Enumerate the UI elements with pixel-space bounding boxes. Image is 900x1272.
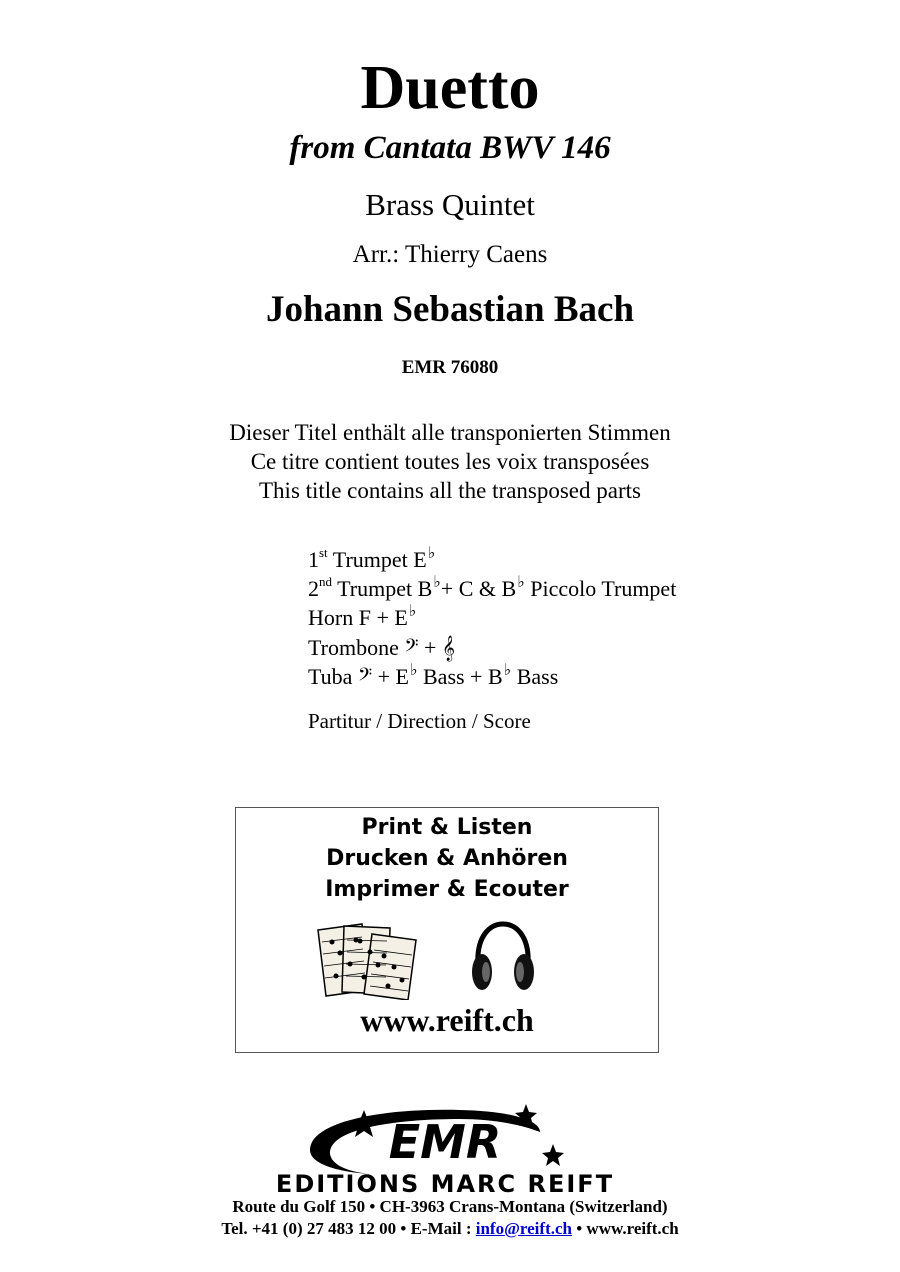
- part-label: Tuba: [308, 664, 358, 689]
- part-label: + E: [372, 664, 409, 689]
- part-tuba: [308, 663, 558, 694]
- treble-clef-icon: 𝄞: [441, 636, 455, 661]
- note-line-de: Dieser Titel enthält alle transponierten Stimmen: [229, 420, 671, 445]
- promo-url: www.reift.ch: [360, 1002, 534, 1038]
- part-number: 2: [308, 576, 319, 601]
- composer: Johann Sebastian Bach: [265, 289, 635, 330]
- ordinal-suffix: nd: [319, 573, 332, 589]
- part-label: + C & B: [440, 576, 517, 601]
- catalog-number: EMR 76080: [401, 357, 499, 378]
- flat-symbol: ♭: [517, 574, 525, 591]
- arranger: Arr.: Thierry Caens: [352, 241, 548, 268]
- part-trombone: [308, 634, 455, 663]
- promo-line: Imprimer & Ecouter: [325, 877, 569, 902]
- publisher-address: Route du Golf 150 • CH-3963 Crans-Montana (Switzerland): [232, 1197, 668, 1216]
- publisher-contact: [0, 1219, 900, 1239]
- sheet-music-icon: [314, 920, 424, 1000]
- website-text: • www.reift.ch: [571, 1219, 679, 1238]
- print-listen-box: [235, 807, 659, 1053]
- part-label: Trumpet E: [327, 547, 427, 572]
- ensemble: Brass Quintet: [365, 187, 535, 222]
- promo-line: Print & Listen: [361, 815, 533, 840]
- flat-symbol: ♭: [503, 662, 512, 679]
- part-label: Bass + B: [417, 664, 503, 689]
- email-link[interactable]: info@reift.ch: [475, 1219, 572, 1238]
- bass-clef-icon: 𝄢: [404, 636, 419, 661]
- part-label: Piccolo Trumpet: [524, 576, 677, 601]
- part-second-trumpet: [308, 575, 676, 606]
- phone-text: Tel. +41 (0) 27 483 12 00 • E-Mail :: [221, 1219, 476, 1238]
- part-label: +: [418, 635, 442, 660]
- logo-text: EMR: [388, 1115, 502, 1169]
- flat-symbol: ♭: [409, 662, 418, 679]
- promo-line: Drucken & Anhören: [326, 846, 568, 871]
- flat-symbol: ♭: [408, 603, 417, 620]
- part-horn: [308, 604, 416, 635]
- ordinal-suffix: st: [319, 544, 328, 560]
- part-label: Trumpet B: [332, 576, 433, 601]
- bass-clef-icon: 𝄢: [357, 665, 373, 690]
- note-line-fr: Ce titre contient toutes les voix transposées: [250, 449, 650, 474]
- flat-symbol: ♭: [433, 574, 441, 591]
- flat-symbol: ♭: [427, 545, 436, 562]
- part-first-trumpet: [308, 546, 435, 577]
- part-label: Horn F + E: [308, 605, 408, 630]
- emr-logo: [240, 1102, 660, 1197]
- publisher-name: EDITIONS MARC REIFT: [275, 1170, 615, 1197]
- headphones-icon: [468, 918, 538, 998]
- part-number: 1: [308, 547, 319, 572]
- subtitle: from Cantata BWV 146: [289, 130, 611, 166]
- page-title: Duetto: [360, 54, 540, 122]
- score-label: Partitur / Direction / Score: [308, 709, 531, 733]
- part-label: Trombone: [308, 635, 405, 660]
- part-label: Bass: [511, 664, 559, 689]
- note-line-en: This title contains all the transposed parts: [259, 478, 641, 503]
